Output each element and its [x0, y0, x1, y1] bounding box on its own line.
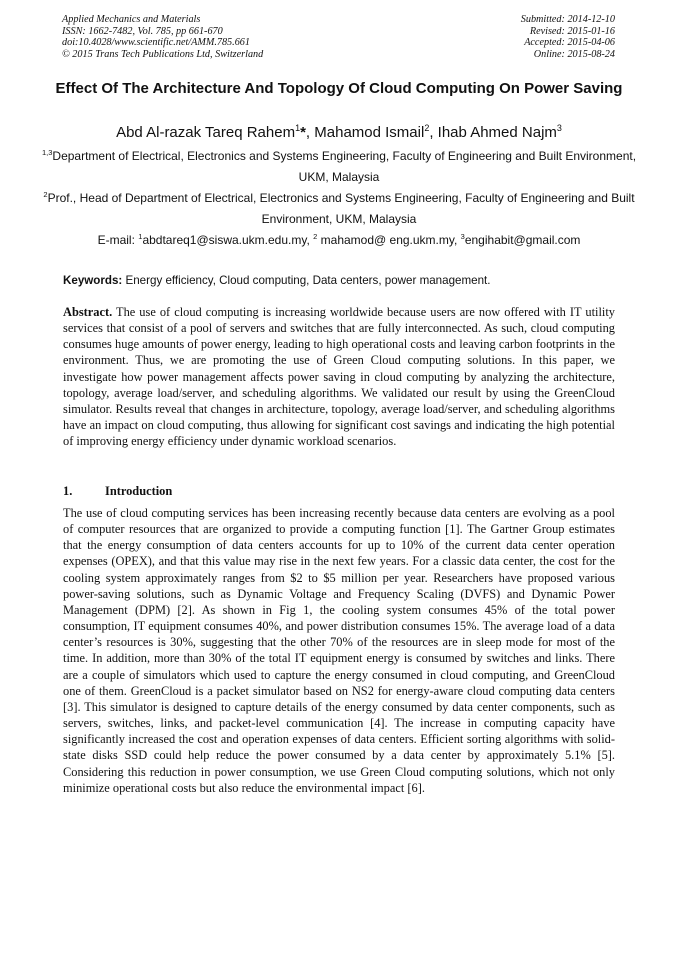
submitted-date: Submitted: 2014-12-10	[520, 14, 615, 25]
abstract	[63, 304, 615, 449]
author-list	[40, 123, 638, 142]
affiliation-marker: 2	[424, 123, 430, 133]
doi-line: doi:10.4028/www.scientific.net/AMM.785.661	[62, 37, 250, 49]
introduction-body: The use of cloud computing services has been increasing recently because data centers are evolving as a pool of computer resources that are organized to provide a computing function [1]. The Gartner Group estimates that the energy consumption of data centers accounts for up to 10% of the current data center operation expenses (OPEX), and that this value may rise in the next few years. For a classic data center, the cost for the cooling system approximately ranges from $2 to $5 million per year. Researchers have proposed various power-saving solutions, such as Dynamic Voltage and Frequency Scaling (DVFS) and Dynamic Power Management (DPM) [2]. As shown in Fig 1, the cooling system consumes 45% of the total power consumption, IT equipment consumes 40%, and power distribution consumes 15%. The average load of a data center’s resources is 30%, suggesting that the other 70% of the resources are in sleep mode for most of the time. In addition, more than 30% of the total IT equipment energy is consumed by switches and links. There are a couple of simulators which used to capture the energy consumed in cloud computing, and GreenCloud one of them. GreenCloud is a packet simulator based on NS2 for energy-aware cloud computing data centers [3]. This simulator is designed to capture details of the energy consumed by data center components, such as servers, switches, links, and packet-level communication [4]. The increase in computing capacity have significantly increased the cost and operation expenses of data centers. Efficient sorting algorithms with solid-state disks SSD could help reduce the power consumed by a data center by approximately 5.1% [5]. Considering this reduction in power consumption, we use Green Cloud computing solutions, which not only minimize operational costs but also reduce the environmental impact [6].	[63, 506, 615, 795]
author-name: Ihab Ahmed Najm	[437, 124, 557, 141]
email-address: engihabit@gmail.com	[464, 233, 581, 247]
email-address: mahamod@ eng.ukm.my,	[317, 233, 461, 247]
publication-dates	[521, 14, 615, 60]
affiliation-marker: 1	[295, 123, 301, 133]
email-marker: 2	[313, 232, 318, 241]
section-heading	[63, 483, 172, 499]
affiliation-text: Department of Electrical, Electronics and Systems Engineering, Faculty of Engineering and Built Environment, UKM, Malaysia	[52, 149, 637, 184]
copyright-line: © 2015 Trans Tech Publications Ltd, Switzerland	[62, 48, 264, 60]
revised-date: Revised: 2015-01-16	[529, 25, 615, 37]
email-label: E-mail:	[97, 233, 139, 247]
paper-title: Effect Of The Architecture And Topology Of Cloud Computing On Power Saving	[55, 80, 623, 97]
author-name: Mahamod Ismail	[314, 124, 425, 141]
affiliation-marker: 2	[43, 190, 48, 199]
email-address: abdtareq1@siswa.ukm.edu.my,	[142, 233, 314, 247]
author-separator: ,	[305, 124, 315, 141]
affiliation-marker: 1,3	[41, 148, 53, 157]
corresponding-mark: *	[300, 124, 306, 141]
section-title: Introduction	[105, 484, 173, 498]
email-marker: 1	[138, 232, 143, 241]
accepted-date: Accepted: 2015-04-06	[524, 37, 615, 49]
email-marker: 3	[460, 232, 465, 241]
keywords-label: Keywords:	[63, 274, 123, 287]
journal-name: Applied Mechanics and Materials	[62, 14, 201, 25]
affiliation-1	[40, 146, 638, 188]
keywords-text: Energy efficiency, Cloud computing, Data centers, power management.	[122, 274, 491, 287]
issn-line: ISSN: 1662-7482, Vol. 785, pp 661-670	[62, 25, 223, 37]
affiliation-text: Prof., Head of Department of Electrical, Electronics and Systems Engineering, Faculty of Engineering and Built Environment, UKM, Malaysia	[47, 191, 635, 226]
author-name: Abd Al-razak Tareq Rahem	[116, 124, 296, 141]
online-date: Online: 2015-08-24	[533, 48, 615, 60]
journal-info	[62, 14, 263, 60]
affiliation-2	[40, 188, 638, 230]
abstract-text: The use of cloud computing is increasing worldwide because users are now offered with IT utility services that consist of a pool of servers and switches that are fully interconnected. As such, cloud computing consumes huge amounts of power energy, leading to high operational costs and leaving carbon footprints in the environment. Thus, we are promoting the use of Green Cloud computing solutions. In this paper, we investigate how power management affects power saving in cloud computing by analyzing the architecture, topology, average load/server, and scheduling algorithms. We validated our result by using the GreenCloud simulator. Results reveal that changes in architecture, topology, average load/server, and scheduling algorithms have an impact on cloud computing, thus allowing for significant cost savings and indicating the high potential of improving energy efficiency under dynamic workload scenarios.	[63, 305, 615, 449]
affiliation-marker: 3	[556, 123, 562, 133]
author-separator: ,	[429, 124, 438, 141]
section-number: 1.	[63, 484, 73, 498]
abstract-label: Abstract.	[63, 305, 113, 319]
keywords	[63, 273, 615, 289]
email-line	[40, 230, 638, 251]
